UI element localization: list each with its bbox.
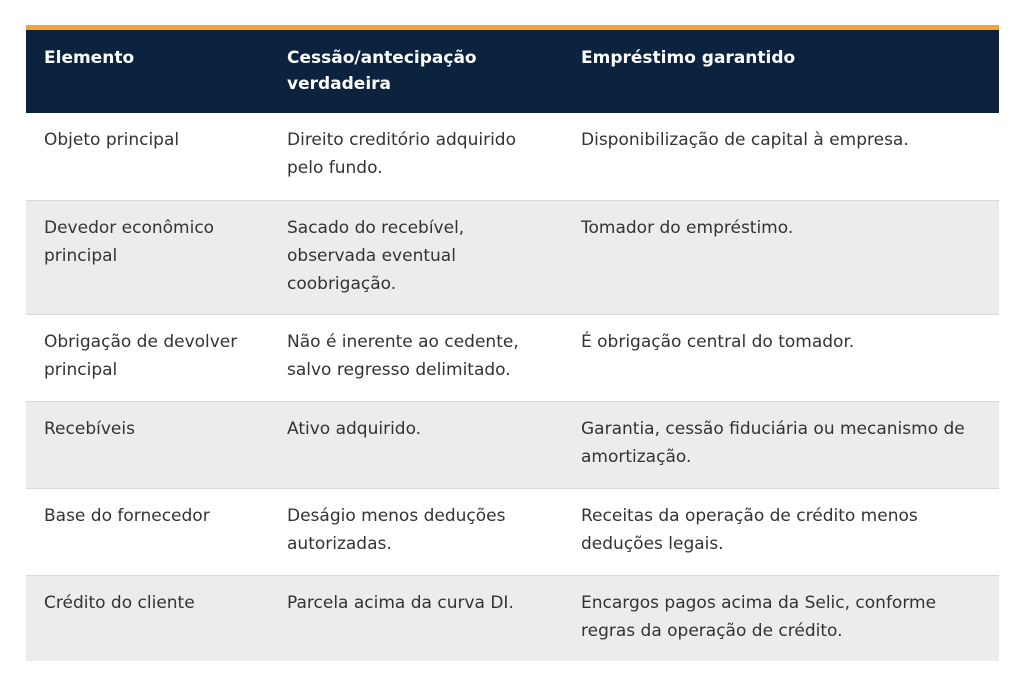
cessao-cell: Direito creditório adquirido pelo fundo. [287, 130, 517, 178]
header-cell-elemento: Elemento [44, 48, 135, 68]
table-header [26, 30, 999, 113]
row-label: Base do fornecedor [44, 505, 210, 526]
table-body [26, 113, 999, 661]
cessao-cell: Sacado do recebível, observada eventual coobrigação. [287, 217, 465, 294]
emprestimo-cell: É obrigação central do tomador. [581, 331, 855, 352]
header-row [26, 30, 999, 113]
emprestimo-cell: Tomador do empréstimo. [581, 217, 794, 238]
table-row [26, 575, 999, 661]
row-label: Recebíveis [44, 418, 135, 439]
row-label: Crédito do cliente [44, 592, 195, 613]
cessao-cell: Deságio menos deduções autorizadas. [287, 505, 506, 554]
cessao-cell: Ativo adquirido. [287, 418, 422, 439]
row-label: Devedor econômico principal [44, 217, 215, 266]
row-label: Obrigação de devolver principal [44, 331, 238, 380]
table-row [26, 200, 999, 314]
table-row [26, 488, 999, 575]
header-cell-cessao: Cessão/antecipação verdadeira [287, 48, 477, 94]
header-cell-emprestimo: Empréstimo garantido [581, 48, 796, 68]
cessao-cell: Não é inerente ao cedente, salvo regresso delimitado. [287, 331, 519, 380]
comparison-table [26, 30, 999, 661]
table-row [26, 314, 999, 401]
table-row [26, 401, 999, 488]
row-label: Objeto principal [44, 130, 180, 150]
emprestimo-cell: Encargos pagos acima da Selic, conforme regras da operação de crédito. [581, 592, 937, 641]
table-row [26, 113, 999, 200]
comparison-table-frame [26, 25, 999, 661]
emprestimo-cell: Receitas da operação de crédito menos deduções legais. [581, 505, 918, 554]
emprestimo-cell: Disponibilização de capital à empresa. [581, 130, 909, 150]
cessao-cell: Parcela acima da curva DI. [287, 592, 514, 613]
emprestimo-cell: Garantia, cessão fiduciária ou mecanismo de amortização. [581, 418, 965, 467]
